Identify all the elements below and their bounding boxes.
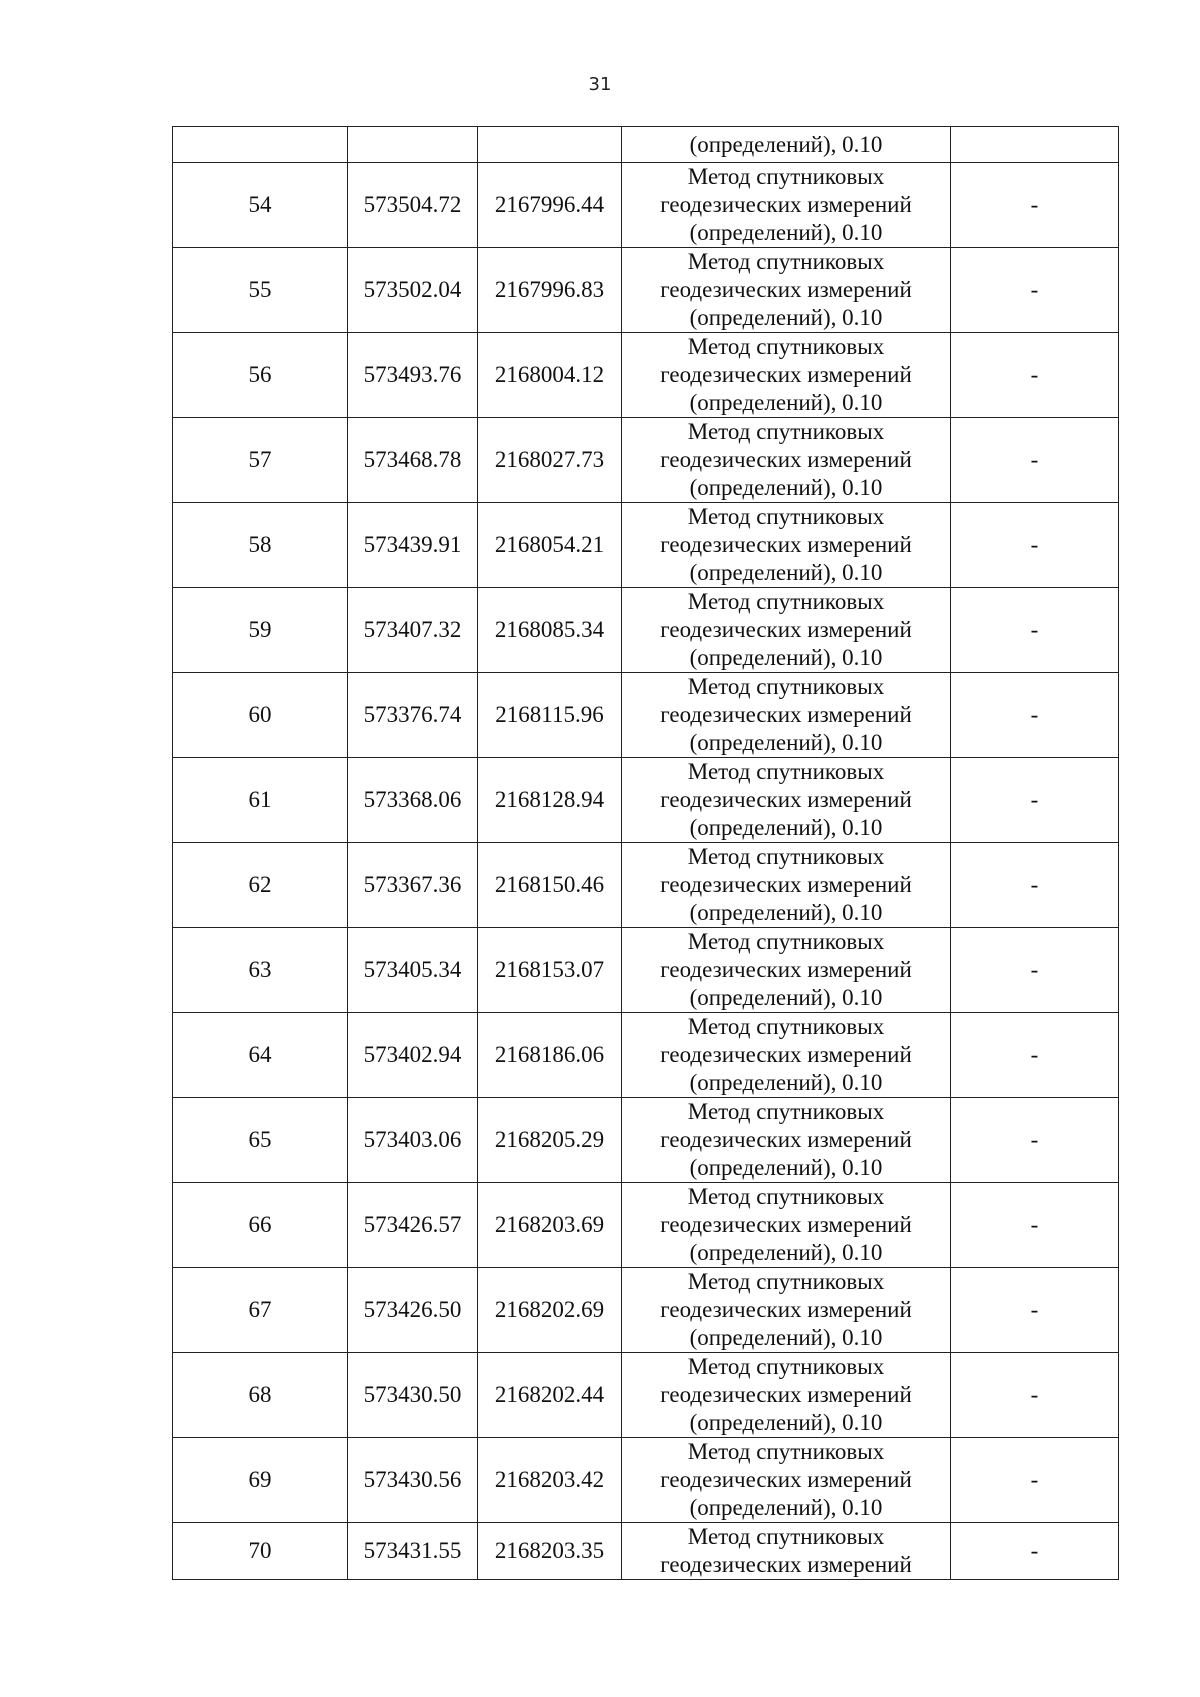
method-cell bbox=[622, 248, 951, 333]
method-line: геодезических измерений bbox=[660, 362, 912, 387]
point-number-cell: 64 bbox=[173, 1013, 348, 1098]
y-coordinate-cell: 2168153.07 bbox=[478, 928, 622, 1013]
method-line: Метод спутниковых bbox=[687, 1524, 885, 1549]
table-row bbox=[173, 1523, 1119, 1580]
y-coordinate-cell: 2168115.96 bbox=[478, 673, 622, 758]
x-coordinate-cell: 573493.76 bbox=[348, 333, 478, 418]
y-coordinate-cell: 2168203.35 bbox=[478, 1523, 622, 1580]
method-line: (определений), 0.10 bbox=[689, 390, 883, 415]
method-line: (определений), 0.10 bbox=[689, 475, 883, 500]
method-line: (определений), 0.10 bbox=[689, 730, 883, 755]
table-row bbox=[173, 1438, 1119, 1523]
method-line: (определений), 0.10 bbox=[689, 1410, 883, 1435]
method-line: Метод спутниковых bbox=[687, 1099, 885, 1124]
table-row bbox=[173, 333, 1119, 418]
table-row bbox=[173, 588, 1119, 673]
page-number: 31 bbox=[588, 74, 612, 95]
point-number-cell: 57 bbox=[173, 418, 348, 503]
method-cell bbox=[622, 1523, 951, 1580]
method-cell bbox=[622, 758, 951, 843]
method-line: (определений), 0.10 bbox=[689, 815, 883, 840]
method-line: Метод спутниковых bbox=[687, 164, 885, 189]
method-line: Метод спутниковых bbox=[687, 589, 885, 614]
description-cell: - bbox=[951, 1438, 1119, 1523]
x-coordinate-cell: 573504.72 bbox=[348, 163, 478, 248]
method-line: Метод спутниковых bbox=[687, 759, 885, 784]
table-row bbox=[173, 1183, 1119, 1268]
method-cell bbox=[622, 928, 951, 1013]
x-coordinate-cell: 573430.50 bbox=[348, 1353, 478, 1438]
method-line: геодезических измерений bbox=[660, 872, 912, 897]
method-line: геодезических измерений bbox=[660, 617, 912, 642]
method-line: геодезических измерений bbox=[660, 447, 912, 472]
y-coordinate-cell: 2168202.44 bbox=[478, 1353, 622, 1438]
method-line: геодезических измерений bbox=[660, 957, 912, 982]
method-line: геодезических измерений bbox=[660, 787, 912, 812]
y-coordinate-cell: 2168004.12 bbox=[478, 333, 622, 418]
method-line: (определений), 0.10 bbox=[689, 645, 883, 670]
method-line: Метод спутниковых bbox=[687, 1439, 885, 1464]
method-line: (определений), 0.10 bbox=[689, 220, 883, 245]
method-line: (определений), 0.10 bbox=[689, 1495, 883, 1520]
coordinates-table bbox=[172, 126, 1119, 1580]
description-cell: - bbox=[951, 1268, 1119, 1353]
y-coordinate-cell: 2168150.46 bbox=[478, 843, 622, 928]
method-line: Метод спутниковых bbox=[687, 1184, 885, 1209]
method-line: геодезических измерений bbox=[660, 1382, 912, 1407]
x-coordinate-cell: 573402.94 bbox=[348, 1013, 478, 1098]
description-cell: - bbox=[951, 1523, 1119, 1580]
table-row bbox=[173, 163, 1119, 248]
point-number-cell: 68 bbox=[173, 1353, 348, 1438]
y-coordinate-cell: 2168085.34 bbox=[478, 588, 622, 673]
point-number-cell bbox=[173, 127, 348, 163]
table-row bbox=[173, 758, 1119, 843]
point-number-cell: 70 bbox=[173, 1523, 348, 1580]
method-line: геодезических измерений bbox=[660, 192, 912, 217]
description-cell: - bbox=[951, 333, 1119, 418]
method-cell bbox=[622, 127, 951, 163]
y-coordinate-cell: 2168202.69 bbox=[478, 1268, 622, 1353]
method-cell bbox=[622, 588, 951, 673]
method-cell bbox=[622, 163, 951, 248]
method-cell bbox=[622, 503, 951, 588]
x-coordinate-cell: 573405.34 bbox=[348, 928, 478, 1013]
x-coordinate-cell: 573430.56 bbox=[348, 1438, 478, 1523]
method-line: Метод спутниковых bbox=[687, 1354, 885, 1379]
description-cell: - bbox=[951, 758, 1119, 843]
method-cell bbox=[622, 1268, 951, 1353]
point-number-cell: 69 bbox=[173, 1438, 348, 1523]
x-coordinate-cell: 573403.06 bbox=[348, 1098, 478, 1183]
method-line: геодезических измерений bbox=[660, 1127, 912, 1152]
y-coordinate-cell: 2168128.94 bbox=[478, 758, 622, 843]
method-cell bbox=[622, 1013, 951, 1098]
point-number-cell: 58 bbox=[173, 503, 348, 588]
y-coordinate-cell: 2168203.69 bbox=[478, 1183, 622, 1268]
method-line: (определений), 0.10 bbox=[689, 985, 883, 1010]
method-cell bbox=[622, 1438, 951, 1523]
method-cell bbox=[622, 843, 951, 928]
point-number-cell: 65 bbox=[173, 1098, 348, 1183]
table-row bbox=[173, 928, 1119, 1013]
method-line: геодезических измерений bbox=[660, 702, 912, 727]
method-line: (определений), 0.10 bbox=[689, 305, 883, 330]
method-line: Метод спутниковых bbox=[687, 674, 885, 699]
description-cell: - bbox=[951, 673, 1119, 758]
description-cell: - bbox=[951, 248, 1119, 333]
x-coordinate-cell: 573376.74 bbox=[348, 673, 478, 758]
description-cell: - bbox=[951, 1098, 1119, 1183]
method-line: геодезических измерений bbox=[660, 1212, 912, 1237]
method-line: Метод спутниковых bbox=[687, 1269, 885, 1294]
method-cell bbox=[622, 418, 951, 503]
y-coordinate-cell: 2168203.42 bbox=[478, 1438, 622, 1523]
description-cell: - bbox=[951, 418, 1119, 503]
y-coordinate-cell: 2168054.21 bbox=[478, 503, 622, 588]
x-coordinate-cell: 573407.32 bbox=[348, 588, 478, 673]
description-cell: - bbox=[951, 843, 1119, 928]
table-row bbox=[173, 1268, 1119, 1353]
y-coordinate-cell bbox=[478, 127, 622, 163]
x-coordinate-cell: 573502.04 bbox=[348, 248, 478, 333]
table-row bbox=[173, 418, 1119, 503]
table-row bbox=[173, 843, 1119, 928]
table-row bbox=[173, 1098, 1119, 1183]
point-number-cell: 56 bbox=[173, 333, 348, 418]
method-line: (определений), 0.10 bbox=[689, 131, 883, 157]
method-line: (определений), 0.10 bbox=[689, 1070, 883, 1095]
method-line: геодезических измерений bbox=[660, 277, 912, 302]
table-row-continuation bbox=[173, 127, 1119, 163]
method-cell bbox=[622, 1183, 951, 1268]
method-line: (определений), 0.10 bbox=[689, 1325, 883, 1350]
x-coordinate-cell: 573367.36 bbox=[348, 843, 478, 928]
coordinates-table-body bbox=[173, 127, 1119, 1580]
description-cell: - bbox=[951, 163, 1119, 248]
point-number-cell: 63 bbox=[173, 928, 348, 1013]
method-line: Метод спутниковых bbox=[687, 1014, 885, 1039]
point-number-cell: 61 bbox=[173, 758, 348, 843]
method-cell bbox=[622, 673, 951, 758]
method-line: Метод спутниковых bbox=[687, 504, 885, 529]
method-line: (определений), 0.10 bbox=[689, 560, 883, 585]
description-cell: - bbox=[951, 503, 1119, 588]
point-number-cell: 67 bbox=[173, 1268, 348, 1353]
point-number-cell: 60 bbox=[173, 673, 348, 758]
x-coordinate-cell: 573426.50 bbox=[348, 1268, 478, 1353]
method-line: геодезических измерений bbox=[660, 532, 912, 557]
method-line: геодезических измерений bbox=[660, 1042, 912, 1067]
x-coordinate-cell: 573439.91 bbox=[348, 503, 478, 588]
x-coordinate-cell: 573468.78 bbox=[348, 418, 478, 503]
table-row bbox=[173, 503, 1119, 588]
point-number-cell: 66 bbox=[173, 1183, 348, 1268]
table-row bbox=[173, 673, 1119, 758]
point-number-cell: 62 bbox=[173, 843, 348, 928]
x-coordinate-cell: 573426.57 bbox=[348, 1183, 478, 1268]
y-coordinate-cell: 2168205.29 bbox=[478, 1098, 622, 1183]
method-line: геодезических измерений bbox=[660, 1467, 912, 1492]
table-row bbox=[173, 1353, 1119, 1438]
x-coordinate-cell bbox=[348, 127, 478, 163]
method-cell bbox=[622, 333, 951, 418]
method-line: (определений), 0.10 bbox=[689, 900, 883, 925]
x-coordinate-cell: 573368.06 bbox=[348, 758, 478, 843]
method-line: Метод спутниковых bbox=[687, 929, 885, 954]
method-line: геодезических измерений bbox=[660, 1297, 912, 1322]
description-cell: - bbox=[951, 588, 1119, 673]
method-line: Метод спутниковых bbox=[687, 844, 885, 869]
method-line: Метод спутниковых bbox=[687, 249, 885, 274]
method-cell bbox=[622, 1353, 951, 1438]
method-line: геодезических измерений bbox=[660, 1552, 912, 1577]
method-cell bbox=[622, 1098, 951, 1183]
y-coordinate-cell: 2168186.06 bbox=[478, 1013, 622, 1098]
point-number-cell: 54 bbox=[173, 163, 348, 248]
description-cell bbox=[951, 127, 1119, 163]
description-cell: - bbox=[951, 1013, 1119, 1098]
y-coordinate-cell: 2167996.83 bbox=[478, 248, 622, 333]
table-row bbox=[173, 1013, 1119, 1098]
method-line: (определений), 0.10 bbox=[689, 1155, 883, 1180]
method-line: (определений), 0.10 bbox=[689, 1240, 883, 1265]
table-row bbox=[173, 248, 1119, 333]
description-cell: - bbox=[951, 1353, 1119, 1438]
point-number-cell: 59 bbox=[173, 588, 348, 673]
y-coordinate-cell: 2168027.73 bbox=[478, 418, 622, 503]
y-coordinate-cell: 2167996.44 bbox=[478, 163, 622, 248]
description-cell: - bbox=[951, 1183, 1119, 1268]
method-line: Метод спутниковых bbox=[687, 419, 885, 444]
point-number-cell: 55 bbox=[173, 248, 348, 333]
description-cell: - bbox=[951, 928, 1119, 1013]
method-line: Метод спутниковых bbox=[687, 334, 885, 359]
x-coordinate-cell: 573431.55 bbox=[348, 1523, 478, 1580]
